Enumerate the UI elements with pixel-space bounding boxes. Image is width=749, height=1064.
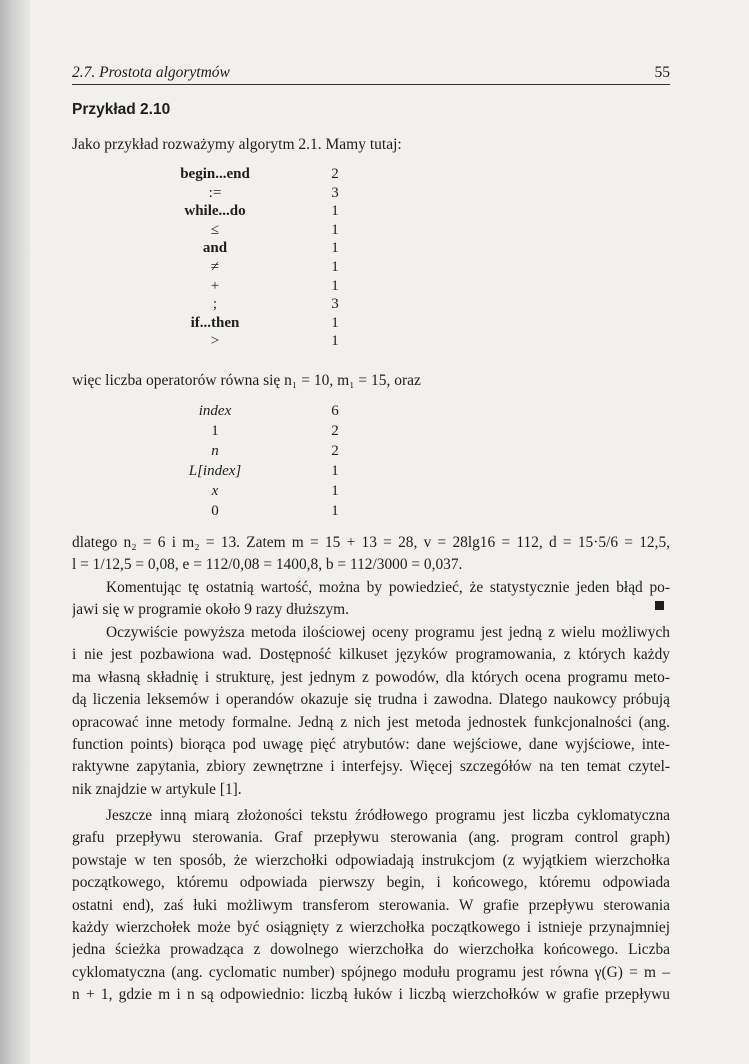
operator-count: 2 [331, 166, 339, 182]
operand-name: 0 [211, 503, 219, 519]
page-gutter-shadow [0, 0, 30, 1064]
calculation-block [72, 532, 670, 622]
calculation-line: dlatego n₂ = 6 i m₂ = 13. Zatem m = 15 + 13 = 28, v = 28lg16 = 112, d = 15·5/6 = 12,5, [72, 534, 670, 551]
operator-name: + [210, 277, 220, 294]
operand-count: 1 [331, 503, 339, 519]
operand-name: x [211, 483, 219, 499]
calculation-line: l = 1/12,5 = 0,08, e = 112/0,08 = 1400,8, b = 112/3000 = 0,037. [72, 556, 463, 574]
text-line: dą liczenia leksemów i operandów okazuje się trudna i zawodna. Dlatego naukowcy próbują [72, 691, 670, 709]
operator-name: if...then [190, 314, 240, 331]
text-line: grafu przepływu sterowania. Graf przepływu sterowania (ang. program control graph) [72, 829, 670, 847]
comment-line: Komentując tę ostatnią wartość, można by powiedzieć, że statystycznie jeden błąd po- [106, 578, 670, 596]
page-number: 55 [654, 64, 670, 81]
text-line: jedna ścieżka prowadząca z dowolnego wierzchołka do wierzchołka końcowego. Liczba [72, 941, 670, 959]
operator-name: while...do [184, 203, 246, 220]
text-line: powstaje w ten sposób, że wierzchołki odpowiadają instrukcjom (z wyjątkiem wierzchołka [72, 851, 670, 869]
text-line: ostatni end), zaś łuki możliwym transferom sterowania. W grafie przepływu sterowania [72, 896, 670, 914]
text-line: nik znajdzie w artykule [1]. [72, 780, 242, 798]
text-line: Oczywiście powyższa metoda ilościowej oceny programu jest jedną z wielu możliwych [106, 624, 670, 641]
end-of-example-square-icon [655, 601, 664, 610]
section-title: 2.7. Prostota algorytmów [72, 64, 230, 81]
paragraph-cyclomatic [72, 805, 670, 1007]
operand-count: 1 [331, 463, 339, 479]
text-line: function points) biorąca pod uwagę pięć atrybutów: dane wejściowe, dane wyjściowe, inte- [72, 735, 670, 753]
example-intro: Jako przykład rozważymy algorytm 2.1. Mamy tutaj: [72, 136, 402, 153]
comment-line: jawi się w programie około 9 razy dłuższym. [72, 601, 349, 619]
running-header [72, 62, 670, 85]
operand-count: 2 [331, 423, 339, 439]
operator-name: ; [212, 296, 218, 313]
text-line: ma własną składnię i strukturę, jest jednym z powodów, dla których ocena programu meto- [72, 668, 670, 686]
operators-summary: więc liczba operatorów równa się n₁ = 10, m₁ = 15, oraz [72, 372, 421, 389]
paragraph-function-points [72, 622, 670, 801]
text-line: każdy wierzchołek może być osiągnięty z wierzchołka początkowego i istnieje przynajmniej [72, 918, 670, 936]
operand-count: 6 [331, 403, 339, 419]
operator-name: ≤ [210, 221, 220, 238]
operator-count: 1 [331, 203, 339, 220]
book-page [72, 0, 670, 1064]
text-line: początkowego, któremu odpowiada pierwszy begin, i końcowego, któremu odpowiada [72, 874, 670, 892]
text-line: opracować inne metody formalne. Jedną z nich jest metoda jednostek funkcjonalności (ang. [72, 713, 670, 731]
operand-name: L[index] [188, 463, 242, 479]
operator-count: 1 [331, 314, 339, 331]
operand-name: n [211, 443, 219, 459]
operand-count: 2 [331, 443, 339, 459]
text-line: raktywne zapytania, zbiory zewnętrzne i interfejsy. Więcej szczegółów na ten temat czytel- [72, 758, 670, 776]
text-line: i nie jest pozbawiona wad. Dostępność kilkuset języków programowania, z których każdy [72, 646, 670, 664]
text-line: Jeszcze inną miarą złożoności tekstu źródłowego programu jest liczba cyklomatyczna [106, 807, 670, 824]
operator-count: 1 [331, 221, 339, 238]
operator-count: 3 [331, 184, 339, 201]
operator-count: 1 [331, 277, 339, 294]
operator-count: 1 [331, 240, 339, 257]
operator-name: and [202, 240, 228, 257]
text-line: n + 1, gdzie m i n są odpowiednio: liczbą łuków i liczbą wierzchołków w grafie przepływu [72, 986, 670, 1004]
operand-name: index [198, 403, 232, 419]
operator-name: > [210, 333, 220, 350]
operator-name: begin...end [180, 166, 250, 182]
operand-count: 1 [331, 483, 339, 499]
operator-name: := [208, 184, 222, 201]
operator-name: ≠ [210, 259, 220, 275]
operand-name: 1 [211, 423, 219, 439]
operator-count: 1 [331, 259, 339, 275]
operator-count: 3 [331, 296, 339, 313]
text-line: cyklomatyczna (ang. cyclomatic number) spójnego modułu programu jest równa γ(G) = m – [72, 963, 670, 981]
example-heading: Przykład 2.10 [72, 101, 171, 118]
operator-count: 1 [331, 333, 339, 350]
